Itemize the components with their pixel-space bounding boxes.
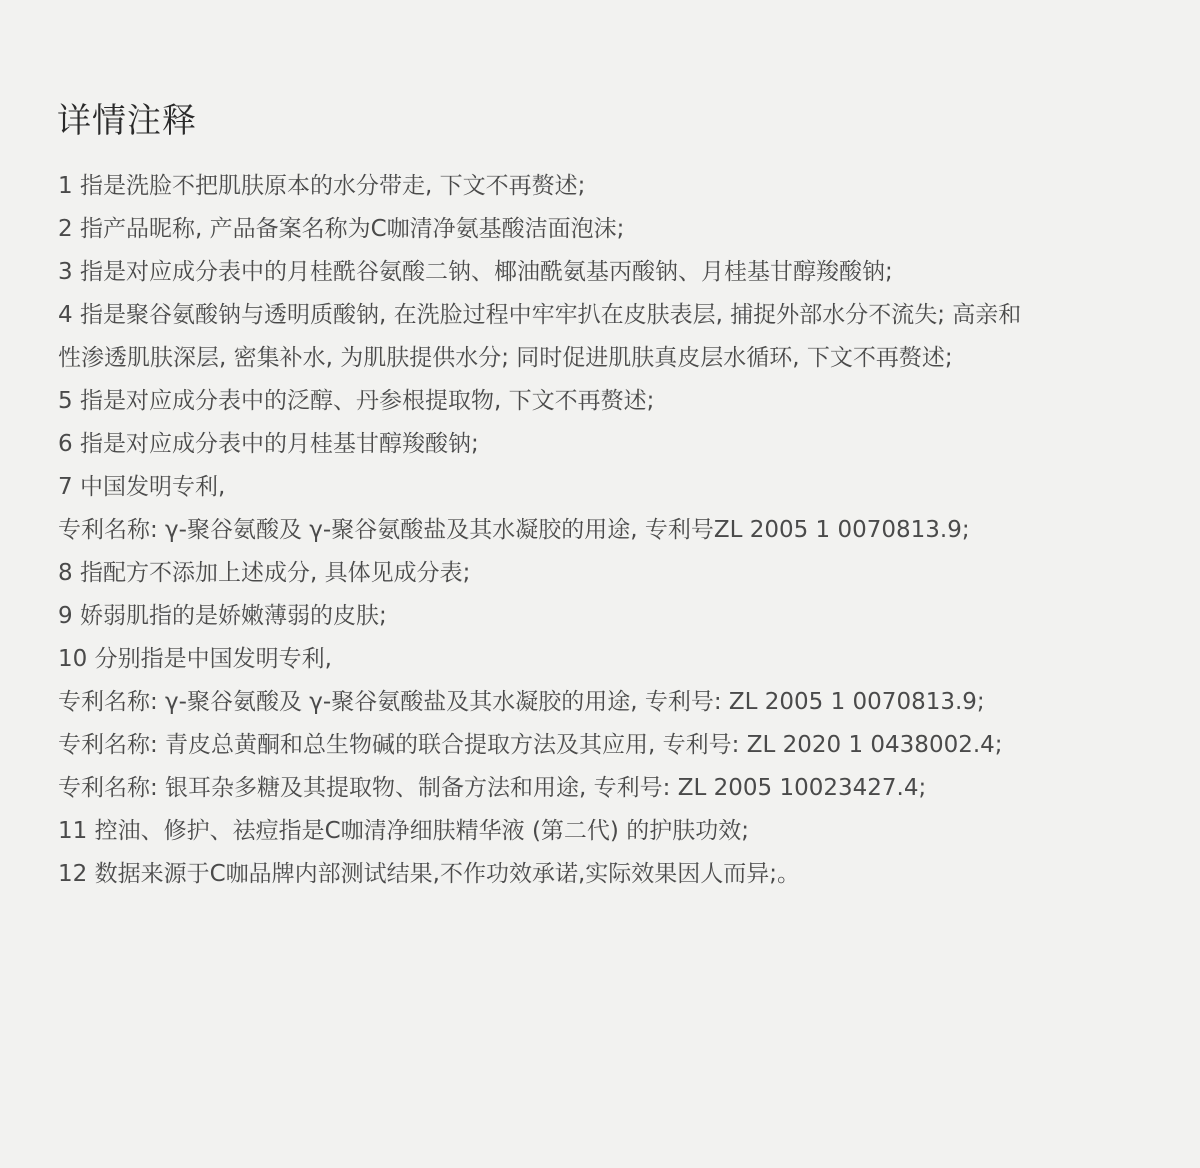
notes-list	[58, 165, 1158, 896]
note-line-12: 12 数据来源于C咖品牌内部测试结果,不作功效承诺,实际效果因人而异;。	[58, 861, 801, 887]
note-line-10: 10 分别指是中国发明专利,	[58, 646, 332, 672]
note-line-3: 3 指是对应成分表中的月桂酰谷氨酸二钠、椰油酰氨基丙酸钠、月桂基甘醇羧酸钠;	[58, 259, 893, 285]
note-line-7-patent: 专利名称: γ-聚谷氨酸及 γ-聚谷氨酸盐及其水凝胶的用途, 专利号ZL 2005 1 0070813.9;	[58, 517, 970, 543]
note-line-2: 2 指产品昵称, 产品备案名称为C咖清净氨基酸洁面泡沫;	[58, 216, 625, 242]
note-line-10-patent-1: 专利名称: γ-聚谷氨酸及 γ-聚谷氨酸盐及其水凝胶的用途, 专利号: ZL 2005 1 0070813.9;	[58, 689, 985, 715]
note-line-11: 11 控油、修护、祛痘指是C咖清净细肤精华液 (第二代) 的护肤功效;	[58, 818, 749, 844]
note-line-4: 4 指是聚谷氨酸钠与透明质酸钠, 在洗脸过程中牢牢扒在皮肤表层, 捕捉外部水分不流失; 高亲和	[58, 302, 1022, 328]
note-line-5: 5 指是对应成分表中的泛醇、丹参根提取物, 下文不再赘述;	[58, 388, 655, 414]
note-line-6: 6 指是对应成分表中的月桂基甘醇羧酸钠;	[58, 431, 479, 457]
note-line-10-patent-3: 专利名称: 银耳杂多糖及其提取物、制备方法和用途, 专利号: ZL 2005 10023427.4;	[58, 775, 927, 801]
note-line-1: 1 指是洗脸不把肌肤原本的水分带走, 下文不再赘述;	[58, 173, 586, 199]
note-line-10-patent-2: 专利名称: 青皮总黄酮和总生物碱的联合提取方法及其应用, 专利号: ZL 2020 1 0438002.4;	[58, 732, 1003, 758]
note-line-9: 9 娇弱肌指的是娇嫩薄弱的皮肤;	[58, 603, 387, 629]
page-title: 详情注释	[57, 101, 197, 141]
note-line-7: 7 中国发明专利,	[58, 474, 226, 500]
note-line-8: 8 指配方不添加上述成分, 具体见成分表;	[58, 560, 471, 586]
note-line-4-continued: 性渗透肌肤深层, 密集补水, 为肌肤提供水分; 同时促进肌肤真皮层水循环, 下文不再赘述;	[58, 345, 953, 371]
